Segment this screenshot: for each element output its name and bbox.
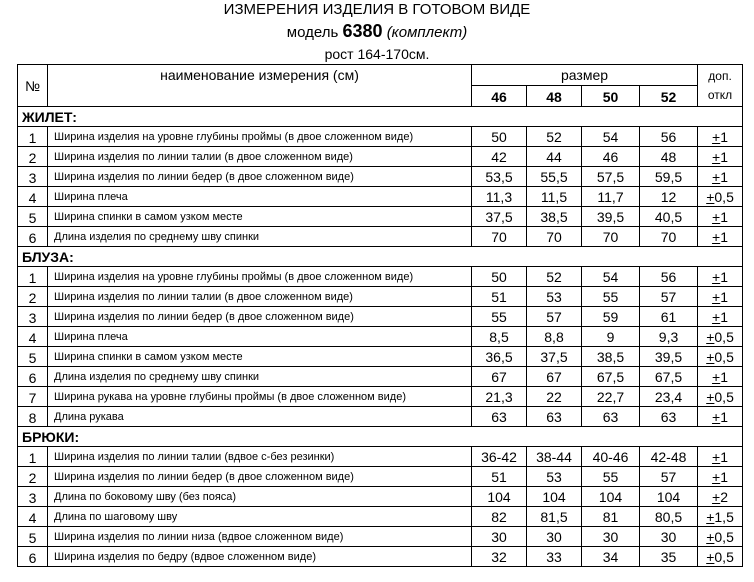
tolerance-amount: 1 [720,269,729,285]
tolerance-value [698,127,743,147]
measurement-value: 33 [527,547,582,567]
section-title: БРЮКИ: [18,427,743,447]
measurement-value: 50 [472,127,527,147]
measurement-name: Ширина изделия на уровне глубины проймы (в двое сложенном виде) [48,267,472,287]
measurement-value: 57 [640,287,698,307]
tolerance-amount: 1 [720,409,729,425]
measurement-value: 82 [472,507,527,527]
measurement-value: 53 [527,467,582,487]
tolerance-amount: 0,5 [714,329,734,345]
measurement-value: 53 [527,287,582,307]
row-number: 5 [18,527,48,547]
measurement-value: 39,5 [582,207,640,227]
tolerance-amount: 1 [720,149,729,165]
measurement-name: Ширина изделия по бедру (вдвое сложенном виде) [48,547,472,567]
row-number: 3 [18,307,48,327]
measurement-value: 104 [582,487,640,507]
measurement-value: 67 [472,367,527,387]
table-row [18,327,743,347]
table-row [18,447,743,467]
tolerance-amount: 1 [720,469,729,485]
measurement-value: 80,5 [640,507,698,527]
tolerance-value [698,447,743,467]
measurement-name: Ширина изделия на уровне глубины проймы (в двое сложенном виде) [48,127,472,147]
measurement-name: Ширина плеча [48,327,472,347]
measurement-value: 36,5 [472,347,527,367]
measurement-value: 53,5 [472,167,527,187]
size-header: 50 [582,86,640,107]
measurement-value: 81 [582,507,640,527]
measurement-value: 56 [640,127,698,147]
table-row [18,167,743,187]
measurement-value: 63 [640,407,698,427]
measurement-name: Ширина изделия по линии низа (вдвое сложенном виде) [48,527,472,547]
measurement-value: 57 [640,467,698,487]
measurement-value: 63 [582,407,640,427]
measurements-table [17,64,743,567]
measurement-value: 57,5 [582,167,640,187]
measurement-name: Ширина рукава на уровне глубины проймы (в двое сложенном виде) [48,387,472,407]
tolerance-sign: + [712,209,721,225]
section-row [18,427,743,447]
row-number: 6 [18,367,48,387]
measurement-value: 50 [472,267,527,287]
measurement-name: Ширина изделия по линии бедер (в двое сложенном виде) [48,167,472,187]
tolerance-sign: + [712,289,721,305]
measurement-value: 104 [472,487,527,507]
measurement-value: 104 [527,487,582,507]
measurement-value: 70 [582,227,640,247]
row-number: 4 [18,187,48,207]
measurement-value: 56 [640,267,698,287]
measurement-value: 104 [640,487,698,507]
tolerance-value [698,167,743,187]
table-row [18,187,743,207]
measurement-name: Ширина изделия по линии бедер (в двое сложенном виде) [48,467,472,487]
tolerance-amount: 1 [720,169,729,185]
tolerance-value [698,307,743,327]
measurement-name: Длина изделия по среднему шву спинки [48,367,472,387]
tolerance-sign: + [712,269,721,285]
measurement-value: 54 [582,267,640,287]
header-tolerance-line2: откл [707,87,733,102]
measurement-value: 59,5 [640,167,698,187]
tolerance-value [698,407,743,427]
measurement-value: 37,5 [527,347,582,367]
measurement-value: 30 [640,527,698,547]
row-number: 2 [18,147,48,167]
tolerance-sign: + [712,469,721,485]
tolerance-sign: + [706,509,715,525]
measurement-name: Ширина изделия по линии талии (вдвое с-без резинки) [48,447,472,467]
tolerance-sign: + [712,309,721,325]
row-number: 1 [18,127,48,147]
section-title: БЛУЗА: [18,247,743,267]
header-tolerance [698,65,743,107]
document-title: ИЗМЕРЕНИЯ ИЗДЕЛИЯ В ГОТОВОМ ВИДЕ [223,1,531,18]
tolerance-amount: 1 [720,229,729,245]
row-number: 5 [18,347,48,367]
measurement-value: 81,5 [527,507,582,527]
tolerance-sign: + [712,149,721,165]
section-row [18,107,743,127]
measurement-name: Ширина изделия по линии бедер (в двое сложенном виде) [48,307,472,327]
measurement-value: 67,5 [640,367,698,387]
row-number: 4 [18,327,48,347]
measurement-value: 57 [527,307,582,327]
tolerance-value [698,487,743,507]
measurement-value: 40-46 [582,447,640,467]
table-row [18,287,743,307]
measurement-value: 30 [582,527,640,547]
measurement-value: 52 [527,127,582,147]
tolerance-sign: + [706,549,715,565]
tolerance-amount: 0,5 [714,189,734,205]
measurement-name: Ширина спинки в самом узком месте [48,207,472,227]
model-line [0,21,754,43]
tolerance-sign: + [712,489,721,505]
row-number: 6 [18,227,48,247]
table-row [18,147,743,167]
measurement-value: 36-42 [472,447,527,467]
tolerance-amount: 0,5 [714,389,734,405]
measurement-value: 55 [582,287,640,307]
tolerance-value [698,187,743,207]
tolerance-sign: + [712,169,721,185]
tolerance-sign: + [706,529,715,545]
tolerance-amount: 1 [720,209,729,225]
measurement-name: Длина рукава [48,407,472,427]
measurement-value: 48 [640,147,698,167]
measurement-name: Длина по боковому шву (без пояса) [48,487,472,507]
tolerance-amount: 0,5 [714,529,734,545]
measurement-value: 30 [472,527,527,547]
table-row [18,387,743,407]
measurement-value: 38,5 [582,347,640,367]
measurement-value: 70 [527,227,582,247]
tolerance-value [698,367,743,387]
measurement-value: 9,3 [640,327,698,347]
tolerance-sign: + [706,349,715,365]
tolerance-value [698,387,743,407]
row-number: 1 [18,447,48,467]
measurement-value: 55 [472,307,527,327]
tolerance-amount: 1 [720,129,729,145]
header-num: № [18,65,48,107]
table-row [18,347,743,367]
tolerance-amount: 1 [720,309,729,325]
measurement-value: 70 [640,227,698,247]
measurement-value: 11,5 [527,187,582,207]
tolerance-value [698,507,743,527]
measurement-name: Ширина спинки в самом узком месте [48,347,472,367]
row-number: 6 [18,547,48,567]
measurement-value: 63 [472,407,527,427]
measurement-value: 46 [582,147,640,167]
measurement-value: 54 [582,127,640,147]
measurement-name: Ширина изделия по линии талии (в двое сложенном виде) [48,287,472,307]
tolerance-amount: 1 [720,369,729,385]
measurement-value: 9 [582,327,640,347]
row-number: 4 [18,507,48,527]
measurement-value: 30 [527,527,582,547]
header-size: размер [472,65,698,86]
table-row [18,487,743,507]
tolerance-value [698,527,743,547]
tolerance-value [698,287,743,307]
measurement-value: 8,5 [472,327,527,347]
measurement-value: 11,7 [582,187,640,207]
tolerance-amount: 0,5 [714,549,734,565]
tolerance-value [698,467,743,487]
tolerance-sign: + [712,409,721,425]
table-row [18,407,743,427]
measurement-value: 21,3 [472,387,527,407]
measurement-value: 11,3 [472,187,527,207]
measurement-value: 55 [582,467,640,487]
measurement-value: 32 [472,547,527,567]
measurement-value: 55,5 [527,167,582,187]
tolerance-sign: + [712,449,721,465]
table-row [18,307,743,327]
row-number: 3 [18,487,48,507]
tolerance-value [698,327,743,347]
tolerance-sign: + [712,369,721,385]
row-number: 3 [18,167,48,187]
tolerance-sign: + [706,329,715,345]
row-number: 5 [18,207,48,227]
measurement-value: 12 [640,187,698,207]
tolerance-sign: + [712,129,721,145]
tolerance-amount: 2 [720,489,729,505]
tolerance-amount: 1,5 [714,509,734,525]
table-header-row [18,65,743,86]
measurement-value: 40,5 [640,207,698,227]
tolerance-amount: 1 [720,449,729,465]
tolerance-value [698,147,743,167]
header-tolerance-line1: доп. [708,68,732,83]
measurement-value: 51 [472,287,527,307]
table-row [18,527,743,547]
measurement-value: 61 [640,307,698,327]
measurement-value: 51 [472,467,527,487]
measurement-value: 52 [527,267,582,287]
tolerance-amount: 1 [720,289,729,305]
measurement-value: 63 [527,407,582,427]
measurement-name: Ширина плеча [48,187,472,207]
model-note: (комплект) [386,24,468,41]
model-prefix: модель [286,24,339,41]
row-number: 8 [18,407,48,427]
size-header: 46 [472,86,527,107]
measurement-value: 37,5 [472,207,527,227]
measurement-value: 23,4 [640,387,698,407]
model-number: 6380 [342,21,383,41]
measurement-value: 38,5 [527,207,582,227]
row-number: 2 [18,287,48,307]
height-range: рост 164-170см. [324,46,430,62]
tolerance-value [698,207,743,227]
row-number: 7 [18,387,48,407]
table-row [18,207,743,227]
measurement-value: 42 [472,147,527,167]
measurement-name: Ширина изделия по линии талии (в двое сложенном виде) [48,147,472,167]
table-row [18,547,743,567]
table-row [18,267,743,287]
measurement-value: 67 [527,367,582,387]
size-header: 48 [527,86,582,107]
measurement-name: Длина по шаговому шву [48,507,472,527]
header-name: наименование измерения (см) [48,65,472,107]
size-header: 52 [640,86,698,107]
tolerance-sign: + [706,189,715,205]
measurement-value: 67,5 [582,367,640,387]
row-number: 1 [18,267,48,287]
measurement-value: 35 [640,547,698,567]
measurement-value: 22 [527,387,582,407]
measurement-value: 34 [582,547,640,567]
tolerance-value [698,227,743,247]
measurement-value: 39,5 [640,347,698,367]
measurement-name: Длина изделия по среднему шву спинки [48,227,472,247]
measurement-value: 38-44 [527,447,582,467]
table-row [18,367,743,387]
measurement-value: 42-48 [640,447,698,467]
table-row [18,127,743,147]
row-number: 2 [18,467,48,487]
tolerance-value [698,547,743,567]
tolerance-sign: + [706,389,715,405]
measurement-value: 8,8 [527,327,582,347]
section-title: ЖИЛЕТ: [18,107,743,127]
tolerance-sign: + [712,229,721,245]
measurement-value: 22,7 [582,387,640,407]
measurement-value: 59 [582,307,640,327]
measurement-value: 44 [527,147,582,167]
table-row [18,227,743,247]
table-row [18,467,743,487]
tolerance-amount: 0,5 [714,349,734,365]
tolerance-value [698,267,743,287]
section-row [18,247,743,267]
tolerance-value [698,347,743,367]
measurement-value: 70 [472,227,527,247]
table-row [18,507,743,527]
